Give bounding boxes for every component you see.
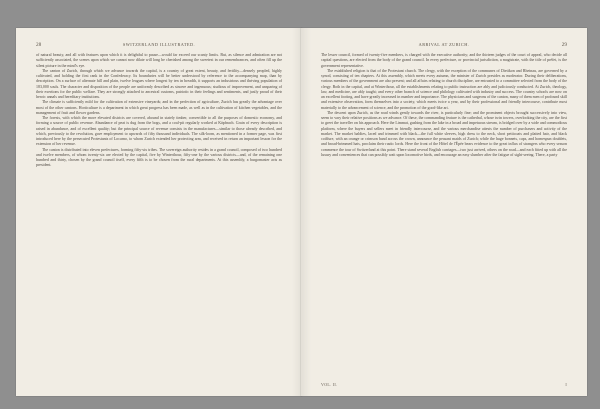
left-paragraph-3: The climate is sufficiently mild for the cultivation of extensive vineyards; and in the perfection of agriculture, Zurich has greatly the advantage over most of the other cantons. Horticulture is a department in which great progress has been made, as well as in the cultivation of kitchen vegetables, and the management of fruit and flower gardens. — [36, 99, 282, 115]
left-paragraph-1: of natural beauty, and all with features upon which it is delightful to pause—would far exceed our scanty limits. But, as silence and admiration are not sufficiently associated, the scenes upon which we cannot now dilate will long be cherished among the sweetest in our remembrances, and often fill up the silent picture in the mind's eye. — [36, 52, 282, 68]
left-paragraph-5: The canton is distributed into eleven prefectures, forming fifty-six tribes. The sovereign authority resides in a grand council, composed of two hundred and twelve members, of whom twenty-six are elected by the capital, five by Winterthour, fifty-one by the various districts—and, of the remaining one hundred and thirty, chosen by the grand council itself, every fifth is to be chosen from the rural departments. At this assembly, a burgomaster acts as president. — [36, 146, 282, 168]
left-page-header — [36, 42, 282, 50]
right-page-number: 29 — [561, 42, 567, 48]
right-paragraph-2: The established religion is that of the Protestant church. The clergy, with the exception of the communes of Dietikon and Rheinau, are governed by a synod, consisting of ten chapters. At this assembly, which meets every autumn, the minister of Zurich presides as moderator. During their deliberations, various members of the government are also present; and all affairs relating to church discipline, are entrusted to a committee selected from the body of the clergy. Both in the capital, and at Winterthour, all the establishments relating to public instruction are ably and judiciously conducted. At Zurich, theology, law, and medicine, are ably taught; and every other branch of science and philology cultivated with industry and success. The country schools are now on an excellent footing, and have greatly increased in number and importance. The physicians and surgeons of the canton, many of them men of profound skill and extensive observation, form themselves into a society, which meets twice a year, and by their professional and friendly intercourse, contribute most materially to the advancement of science, and the promotion of the good-like art. — [321, 67, 567, 110]
right-paragraph-1: The lesser council, formed of twenty-five members, is charged with the executive authority; and the thirteen judges of the court of appeal, who decide all capital questions, are elected from the body of the grand council. In every prefecture, or provincial jurisdiction, a magistrate, with the title of préfet, is the government representative. — [321, 52, 567, 68]
right-gutter-shadow — [301, 28, 311, 396]
right-page-text — [321, 52, 567, 378]
left-page-number: 28 — [36, 42, 42, 48]
left-paragraph-2: The canton of Zurich, through which we advance towards the capital, is a country of great extent, beauty, and fertility—densely peopled, highly cultivated, and holding the first rank in the Confederacy. Its boundaries will be better understood by reference to the accompanying map, than by description. On a surface of alternate hill and plain, twelve leagues where longest by ten in breadth, it supports an industrious and thriving population of 183,000 souls. The character and disposition of the people are uniformly described as sincere and ingenuous; studious of improvement, and unsparing of their exertions for the public welfare. They are strongly attached to ancestral customs, patriotic in their feelings and sentiments, and justly proud of their heroic annals and hereditary institutions. — [36, 67, 282, 99]
signature-mark: I — [565, 382, 567, 387]
right-page-footer — [321, 382, 567, 390]
left-page-text — [36, 52, 282, 378]
right-running-title: ARRIVAL AT ZURICH. — [418, 42, 470, 47]
left-paragraph-4: The forests, with which the more elevated districts are covered, abound in stately timber, convertible to all the purposes of domestic economy, and forming a source of public revenue. Abundance of peat is dug from the bogs, and a coal-pit regularly worked at Käpfnach. Grain of every description is raised in abundance, and of excellent quality; but the principal source of revenue consists in the manufactures—similar to those already described, and which, previously to the revolution, gave employment to upwards of fifty thousand individuals. The silk-loom, as mentioned in a former page, was first introduced here by the persecuted Protestants of Locarno, to whom Zurich extended her protecting arm, and received in return an important lesson for the extension of her revenue. — [36, 115, 282, 147]
right-paragraph-3: The descent upon Zurich, as the road winds gently towards the river, is particularly fine; and the prominent objects brought successively into view, seem to vary their relative positions as we advance. Of these, the commanding feature is the cathedral, whose twin towers, overlooking the city, are the first to greet the traveller on his approach. Here the Limmat, gushing from the lake in a broad and impetuous stream, is bridged over by a wide and commodious platform, where the buyers and sellers meet in friendly intercourse, and the various merchandise attests the number of purchasers and activity of the market. The market baldies, laced and trimmed with black—the full white sleeves, high dress to the neck, short petticoats and plaited hair, and black coiffure, with an orange or crimson band across the crown, announce the peasant maids of Zurich; while the huge bonnets, caps, and homespun doublets, and broad-brimmed hats, proclaim their rustic lords. Here the front of the Hôtel de l'Épée bears evidence to the great influx of strangers who every season commence the tour of Switzerland at this point. There stand several English carriages—two just arrived, others on the road—and each fitted up with all the luxury and conveniences that can possibly wait upon locomotive birds, and encourage an easy slumber after the fatigue of sight-seeing. There, a party — [321, 109, 567, 157]
left-running-title: SWITZERLAND ILLUSTRATED. — [122, 42, 196, 47]
right-page-header — [321, 42, 567, 50]
right-page — [301, 28, 587, 396]
volume-label: VOL. II. — [321, 382, 338, 387]
left-page — [16, 28, 302, 396]
